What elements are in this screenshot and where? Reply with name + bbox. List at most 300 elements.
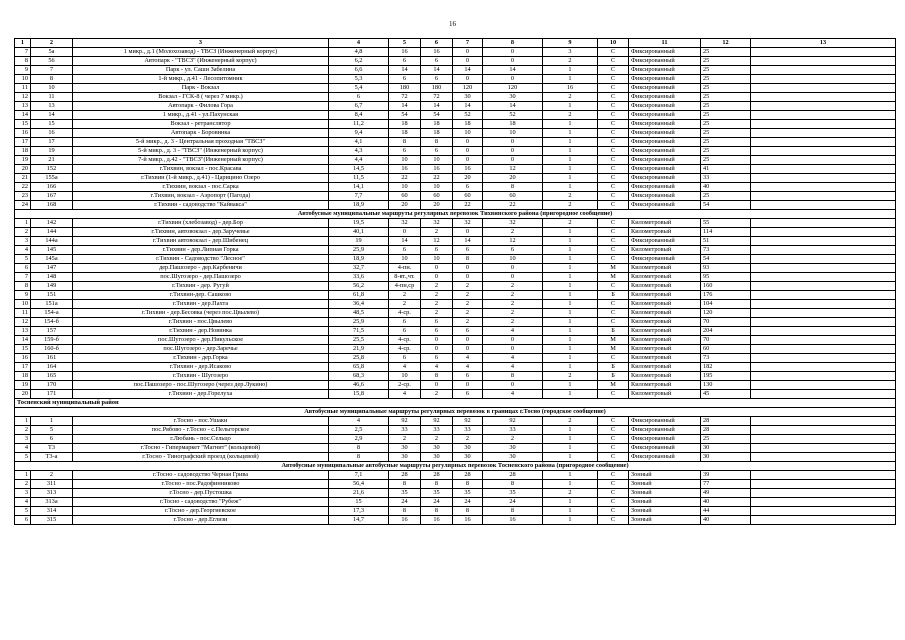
table-cell: Километровый	[629, 345, 701, 354]
table-cell: 77	[701, 480, 751, 489]
table-cell: 5	[15, 453, 31, 462]
table-cell: 1	[543, 282, 598, 291]
district-header-row	[15, 399, 896, 408]
table-cell	[751, 354, 896, 363]
table-cell: 32	[483, 219, 543, 228]
table-cell: 1	[543, 435, 598, 444]
table-cell: 5	[15, 507, 31, 516]
table-cell: Фиксированный	[629, 84, 701, 93]
table-cell: 52	[483, 111, 543, 120]
table-cell: г.Тихвин автовокзал - дер.Шибенец	[73, 237, 329, 246]
table-cell: 149	[31, 282, 73, 291]
table-cell: 9	[15, 291, 31, 300]
table-cell: С	[598, 75, 629, 84]
table-cell: 4-ср.	[389, 345, 421, 354]
table-row	[15, 228, 896, 237]
table-cell: 1	[543, 237, 598, 246]
table-cell: С	[598, 516, 629, 525]
table-cell: 20	[453, 174, 483, 183]
table-row	[15, 282, 896, 291]
table-cell: 1	[543, 228, 598, 237]
table-cell: Б	[598, 363, 629, 372]
table-cell: 165	[31, 372, 73, 381]
table-cell: 8	[421, 138, 453, 147]
table-cell: Фиксированный	[629, 453, 701, 462]
section-title: Автобусные муниципальные маршруты регулярных перевозок Тихвинского района (пригородное сообщение)	[15, 210, 896, 219]
table-cell	[751, 372, 896, 381]
table-cell: С	[598, 48, 629, 57]
table-cell: 8	[421, 507, 453, 516]
table-cell: 73	[701, 354, 751, 363]
table-cell	[751, 381, 896, 390]
table-cell: Б	[598, 372, 629, 381]
table-cell: 17,3	[329, 507, 389, 516]
table-cell: 167	[31, 192, 73, 201]
table-cell: г.Тосно - Гипермаркет "Магнит" (кольцевой)	[73, 444, 329, 453]
table-cell: 1	[543, 120, 598, 129]
table-cell	[751, 246, 896, 255]
table-cell: 24	[421, 498, 453, 507]
table-row	[15, 390, 896, 399]
table-cell: 16	[483, 516, 543, 525]
table-cell: 6	[421, 57, 453, 66]
table-cell	[751, 120, 896, 129]
table-cell: 14	[483, 66, 543, 75]
table-cell: 6	[15, 264, 31, 273]
table-cell: Фиксированный	[629, 417, 701, 426]
table-row	[15, 273, 896, 282]
table-cell: 21	[31, 156, 73, 165]
table-cell: 1	[543, 102, 598, 111]
table-cell: 6	[421, 354, 453, 363]
table-cell: 72	[389, 93, 421, 102]
table-cell	[751, 174, 896, 183]
table-cell: 60	[453, 192, 483, 201]
table-cell: 3	[15, 489, 31, 498]
table-cell: С	[598, 93, 629, 102]
table-cell	[751, 435, 896, 444]
table-cell: 160	[701, 282, 751, 291]
table-cell: 148	[31, 273, 73, 282]
table-cell: Зонный	[629, 480, 701, 489]
table-cell: 22	[483, 201, 543, 210]
table-cell: 1	[543, 183, 598, 192]
table-cell: 6	[389, 75, 421, 84]
table-cell: 18	[389, 129, 421, 138]
table-cell: 6	[31, 435, 73, 444]
table-cell: 20	[389, 201, 421, 210]
table-cell: 16	[453, 165, 483, 174]
table-cell: г.Тихвин, вокзал - пос.Сарка	[73, 183, 329, 192]
table-cell: 159-б	[31, 336, 73, 345]
table-cell: 8	[483, 480, 543, 489]
table-cell: 92	[483, 417, 543, 426]
table-cell: 32,7	[329, 264, 389, 273]
table-cell: 1	[543, 444, 598, 453]
table-row	[15, 237, 896, 246]
table-cell: 44	[701, 507, 751, 516]
table-cell: 9,4	[329, 129, 389, 138]
table-cell: 3	[15, 435, 31, 444]
table-cell: 22	[389, 174, 421, 183]
table-cell: 155а	[31, 174, 73, 183]
table-cell: 6	[421, 318, 453, 327]
table-row	[15, 147, 896, 156]
table-cell: С	[598, 192, 629, 201]
table-cell	[751, 498, 896, 507]
table-cell: 30	[701, 453, 751, 462]
table-cell: Т3-а	[31, 453, 73, 462]
table-cell: г.Тихвин, вокзал - пос.Красава	[73, 165, 329, 174]
table-cell: 0	[389, 228, 421, 237]
table-cell: Фиксированный	[629, 435, 701, 444]
table-cell: г.Тосно - садоводство Черная Грива	[73, 471, 329, 480]
table-cell: 151а	[31, 300, 73, 309]
table-cell: 15	[15, 120, 31, 129]
table-cell: 2	[389, 291, 421, 300]
table-cell: 54	[421, 111, 453, 120]
table-row	[15, 417, 896, 426]
table-cell	[751, 201, 896, 210]
table-cell: г.Тосно - дер.Георгиевское	[73, 507, 329, 516]
table-cell: 0	[453, 147, 483, 156]
table-cell: С	[598, 219, 629, 228]
table-row	[15, 111, 896, 120]
table-cell: 14	[421, 102, 453, 111]
table-cell: 2	[15, 228, 31, 237]
table-cell: 8	[329, 453, 389, 462]
table-cell	[751, 480, 896, 489]
table-row	[15, 444, 896, 453]
table-row	[15, 156, 896, 165]
table-cell: 1	[543, 471, 598, 480]
table-cell: 6	[421, 246, 453, 255]
table-cell: 142	[31, 219, 73, 228]
table-cell: 32	[453, 219, 483, 228]
table-cell: 4-пн.	[389, 264, 421, 273]
table-cell: г.Тихвин - садоводство "Кайвакса"	[73, 201, 329, 210]
table-row	[15, 381, 896, 390]
table-cell: 6	[453, 390, 483, 399]
table-cell: 18	[15, 372, 31, 381]
table-cell: 46,6	[329, 381, 389, 390]
table-cell: 8	[453, 255, 483, 264]
section-title: Автобусные муниципальные маршруты регулярных перевозок в границах г.Тосно (городское сообщение)	[15, 408, 896, 417]
table-row	[15, 453, 896, 462]
table-cell: 2	[421, 291, 453, 300]
table-cell	[751, 138, 896, 147]
table-cell: 14	[483, 102, 543, 111]
table-cell: 2	[543, 57, 598, 66]
section-title: Автобусные муниципальные автобусные маршруты регулярных перевозок Тосненского района (пригородное сообщение)	[15, 462, 896, 471]
table-cell: 14	[15, 336, 31, 345]
table-cell: 30	[701, 444, 751, 453]
table-cell: 2	[421, 300, 453, 309]
table-cell: 33	[389, 426, 421, 435]
table-cell: 1	[543, 309, 598, 318]
table-cell: 21	[15, 174, 31, 183]
table-cell: 11	[15, 309, 31, 318]
table-row	[15, 138, 896, 147]
table-cell: 1	[543, 75, 598, 84]
table-cell: 30	[483, 453, 543, 462]
table-cell: 41	[701, 165, 751, 174]
table-cell: 8	[421, 480, 453, 489]
table-cell: 2	[453, 318, 483, 327]
table-cell: М	[598, 273, 629, 282]
table-cell: Километровый	[629, 381, 701, 390]
table-cell: Парк - Вокзал	[73, 84, 329, 93]
table-cell: 5-й микр., д. 3 - "ТВСЗ" (Инженерный корпус)	[73, 147, 329, 156]
table-cell: 2	[483, 291, 543, 300]
table-cell	[751, 336, 896, 345]
table-cell: С	[598, 390, 629, 399]
table-cell: г.Тихвин - дер.Горка	[73, 354, 329, 363]
table-cell: 40	[701, 183, 751, 192]
table-cell: 14	[453, 66, 483, 75]
table-cell: 4,3	[329, 147, 389, 156]
table-cell: 311	[31, 480, 73, 489]
table-cell: 5	[15, 255, 31, 264]
table-row	[15, 354, 896, 363]
table-cell: 12	[15, 93, 31, 102]
table-cell: 54	[701, 201, 751, 210]
table-cell: С	[598, 120, 629, 129]
table-row	[15, 516, 896, 525]
table-cell	[751, 156, 896, 165]
table-cell	[751, 84, 896, 93]
table-cell: г.Тихвин - дер.Новинка	[73, 327, 329, 336]
table-cell: 54	[701, 255, 751, 264]
table-cell: 10	[389, 183, 421, 192]
table-cell: 10	[389, 156, 421, 165]
table-cell: 0	[483, 273, 543, 282]
table-cell: 120	[453, 84, 483, 93]
table-cell: С	[598, 318, 629, 327]
table-row	[15, 489, 896, 498]
table-row	[15, 255, 896, 264]
table-cell: С	[598, 255, 629, 264]
table-cell: Километровый	[629, 228, 701, 237]
table-cell: Фиксированный	[629, 174, 701, 183]
table-cell: С	[598, 228, 629, 237]
table-cell: 0	[453, 345, 483, 354]
table-cell: Фиксированный	[629, 255, 701, 264]
table-cell: 160-б	[31, 345, 73, 354]
table-cell: 10	[483, 129, 543, 138]
table-cell: 16	[389, 516, 421, 525]
table-cell: 2	[483, 282, 543, 291]
table-cell: М	[598, 345, 629, 354]
table-cell: 6	[329, 93, 389, 102]
table-cell: 13	[15, 102, 31, 111]
table-cell: 8	[453, 480, 483, 489]
table-cell: г.Тихвин - пос.Цвылево	[73, 318, 329, 327]
table-cell: 2	[421, 228, 453, 237]
table-cell: 1-й микр., д.41 - Лесопитомник	[73, 75, 329, 84]
table-cell: 1	[543, 255, 598, 264]
table-cell: 1	[15, 417, 31, 426]
table-row	[15, 201, 896, 210]
table-cell: 18	[421, 129, 453, 138]
table-cell: 1	[543, 147, 598, 156]
table-cell: Километровый	[629, 390, 701, 399]
table-row	[15, 327, 896, 336]
table-cell: 2	[543, 93, 598, 102]
table-cell: 16	[421, 48, 453, 57]
table-cell: С	[598, 507, 629, 516]
routes-table	[14, 38, 896, 525]
table-cell: 4	[483, 390, 543, 399]
table-cell: пос.Рябово - г.Тосно - с.Пельгорское	[73, 426, 329, 435]
table-cell: 40	[701, 516, 751, 525]
table-cell: 15	[329, 498, 389, 507]
table-cell: 18	[483, 120, 543, 129]
table-cell: 73	[701, 246, 751, 255]
table-cell	[751, 327, 896, 336]
table-cell: 2	[15, 480, 31, 489]
table-cell: 10	[483, 255, 543, 264]
table-cell: 6	[389, 354, 421, 363]
table-cell: С	[598, 237, 629, 246]
table-cell: г.Тихвин - дер. Ругуй	[73, 282, 329, 291]
table-cell: С	[598, 174, 629, 183]
table-cell: 10	[421, 156, 453, 165]
table-cell: 35	[483, 489, 543, 498]
table-row	[15, 84, 896, 93]
column-header: 3	[73, 39, 329, 48]
table-cell: 33	[483, 426, 543, 435]
table-cell: С	[598, 471, 629, 480]
table-cell	[751, 219, 896, 228]
table-cell: 6,2	[329, 57, 389, 66]
table-cell: С	[598, 489, 629, 498]
table-cell: 4,4	[329, 156, 389, 165]
table-cell: 4-ср.	[389, 309, 421, 318]
table-cell: 6,7	[329, 102, 389, 111]
table-cell: 16	[421, 516, 453, 525]
table-cell: Автопарк - "ТВСЗ" (Инженерный корпус)	[73, 57, 329, 66]
table-cell: г.Тихвин (хлебозавод) - дер.Бор	[73, 219, 329, 228]
table-row	[15, 372, 896, 381]
table-cell: 1	[543, 354, 598, 363]
table-cell: г.Тихвин - дер.Пахта	[73, 300, 329, 309]
table-cell: 0	[483, 381, 543, 390]
table-cell: С	[598, 165, 629, 174]
table-cell: 16	[543, 84, 598, 93]
table-cell: 8	[453, 507, 483, 516]
column-header: 1	[15, 39, 31, 48]
table-row	[15, 129, 896, 138]
table-cell: 30	[389, 453, 421, 462]
table-cell: 14	[421, 66, 453, 75]
table-cell: 0	[453, 336, 483, 345]
table-cell: 8	[15, 282, 31, 291]
table-cell: 20	[15, 390, 31, 399]
table-cell: 14	[15, 111, 31, 120]
table-cell	[751, 129, 896, 138]
table-cell: 1	[543, 246, 598, 255]
table-cell: 4	[483, 363, 543, 372]
table-cell	[751, 282, 896, 291]
table-cell: 10	[15, 75, 31, 84]
table-cell: 0	[483, 57, 543, 66]
table-cell: С	[598, 426, 629, 435]
table-cell: 147	[31, 264, 73, 273]
table-cell: 16	[15, 129, 31, 138]
table-cell: 92	[453, 417, 483, 426]
table-cell: Километровый	[629, 354, 701, 363]
table-cell: 4	[483, 327, 543, 336]
table-cell: 2	[483, 309, 543, 318]
table-cell: 4-ср.	[389, 336, 421, 345]
table-cell: 6	[389, 57, 421, 66]
table-row	[15, 48, 896, 57]
table-cell: 60	[421, 192, 453, 201]
table-cell: 0	[453, 156, 483, 165]
table-cell: 35	[389, 489, 421, 498]
table-cell: 70	[701, 318, 751, 327]
table-cell: 1	[543, 327, 598, 336]
table-cell: 28	[421, 471, 453, 480]
table-row	[15, 300, 896, 309]
table-cell: г.Тихвин-дер. Сашково	[73, 291, 329, 300]
table-cell: С	[598, 444, 629, 453]
table-cell: 2,9	[329, 435, 389, 444]
table-cell: 2	[421, 390, 453, 399]
table-cell: С	[598, 156, 629, 165]
table-cell: 0	[453, 138, 483, 147]
table-cell: 4	[453, 363, 483, 372]
table-cell: г.Тосно - пос.Ушаки	[73, 417, 329, 426]
table-cell: 30	[453, 93, 483, 102]
page-number: 16	[449, 20, 456, 28]
table-cell: 14	[453, 237, 483, 246]
table-cell: 14	[389, 237, 421, 246]
table-cell: 16	[389, 48, 421, 57]
table-cell: 25,9	[329, 318, 389, 327]
table-cell: 0	[453, 228, 483, 237]
table-cell: 168	[31, 201, 73, 210]
table-cell: 6,6	[329, 66, 389, 75]
table-cell: Километровый	[629, 309, 701, 318]
table-cell: Фиксированный	[629, 147, 701, 156]
table-cell: 0	[483, 138, 543, 147]
table-cell: г.Тихвин, автовокзал - дер.Заручевье	[73, 228, 329, 237]
table-cell: С	[598, 354, 629, 363]
table-cell: 33	[453, 426, 483, 435]
table-cell: 2	[483, 300, 543, 309]
table-cell: 39	[701, 471, 751, 480]
table-cell: 6	[389, 327, 421, 336]
table-cell: Фиксированный	[629, 444, 701, 453]
table-cell: 7,7	[329, 192, 389, 201]
table-cell: 6	[453, 372, 483, 381]
table-cell: 16	[15, 354, 31, 363]
table-cell: 4	[453, 354, 483, 363]
table-cell: г.Тосно - пос.Радофинниково	[73, 480, 329, 489]
table-cell: 0	[483, 75, 543, 84]
table-cell: 33	[421, 426, 453, 435]
table-cell: 4	[15, 444, 31, 453]
table-cell: г.Тихвин - Садоводство "Лесное"	[73, 255, 329, 264]
table-cell: 1	[543, 498, 598, 507]
table-cell: Фиксированный	[629, 138, 701, 147]
table-cell: 6	[453, 327, 483, 336]
table-cell: 5,4	[329, 84, 389, 93]
table-cell: 28	[389, 471, 421, 480]
table-cell: Вокзал - ГСК-8 ( через 7 микр.)	[73, 93, 329, 102]
